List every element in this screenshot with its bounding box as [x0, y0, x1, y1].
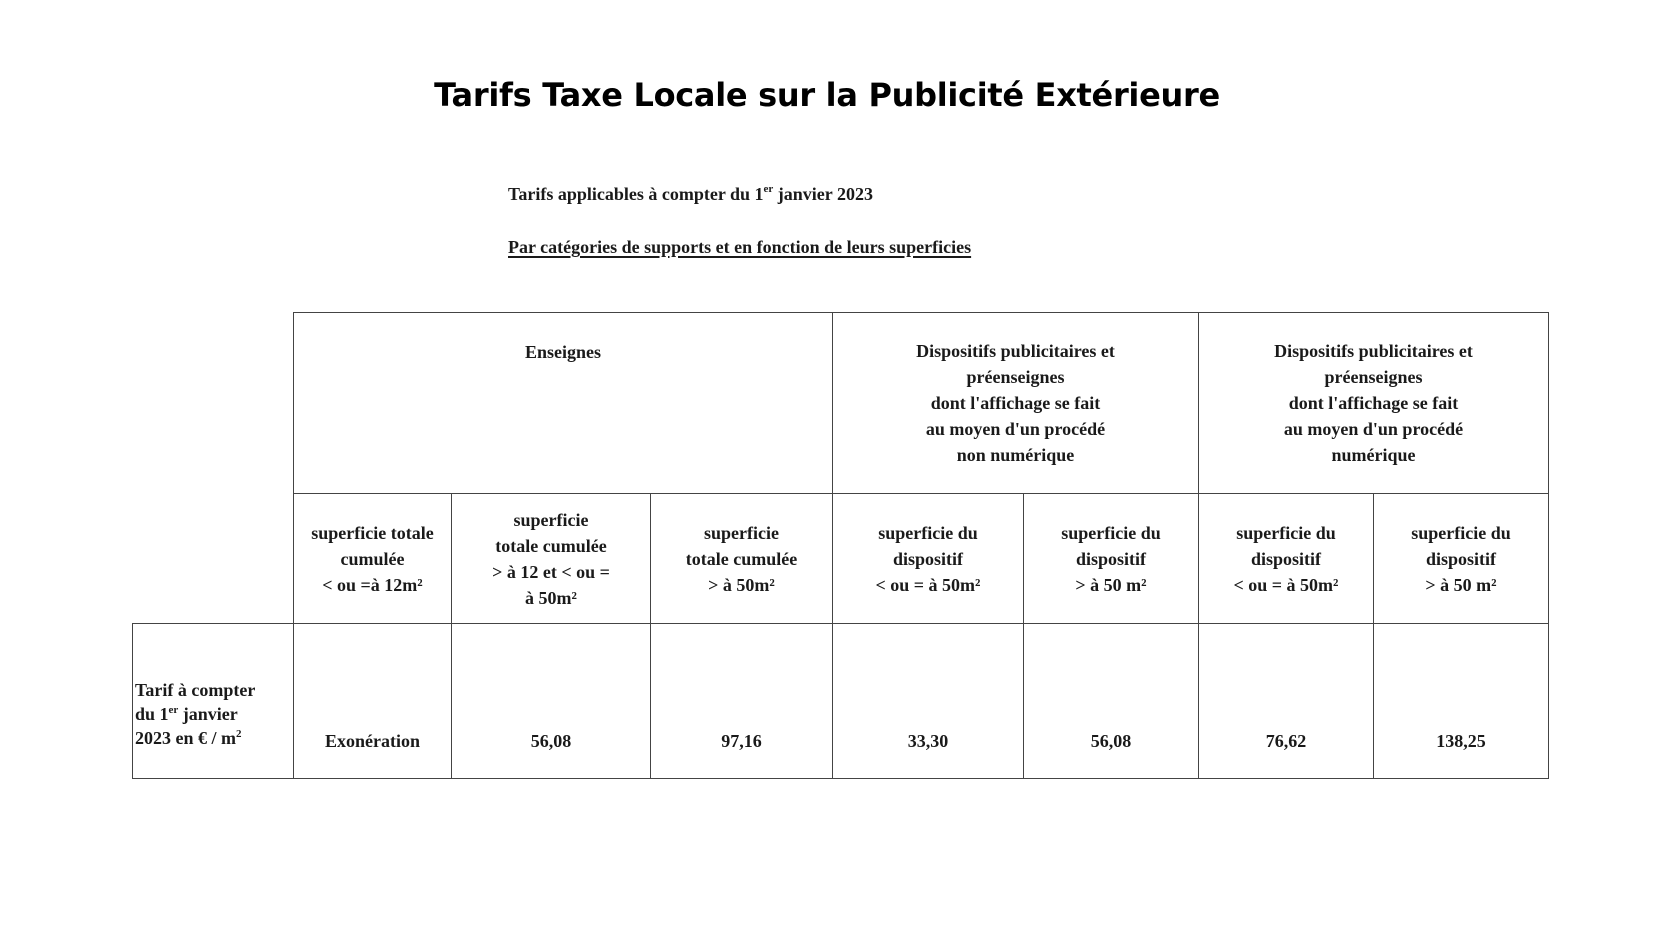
subheader-cell: superficie totale cumulée > à 50m² [651, 494, 833, 624]
effective-date-subtitle [508, 184, 873, 205]
subheader-cell: superficie totale cumulée < ou =à 12m² [294, 494, 452, 624]
tariff-value: 33,30 [833, 624, 1024, 779]
tariff-value: 76,62 [1199, 624, 1374, 779]
row-label [133, 624, 294, 779]
row-label-unit-superscript: 2 [236, 728, 242, 740]
tariff-value: Exonération [294, 624, 452, 779]
row-label-line2-suffix: janvier [178, 704, 238, 724]
page-title: Tarifs Taxe Locale sur la Publicité Extérieure [434, 76, 1220, 114]
subheader-cell: superficie du dispositif > à 50 m² [1024, 494, 1199, 624]
tariff-value: 97,16 [651, 624, 833, 779]
category-numerique: Dispositifs publicitaires et préenseignes dont l'affichage se fait au moyen d'un procédé numérique [1199, 313, 1549, 494]
subtitle-suffix: janvier 2023 [773, 184, 873, 204]
subheader-row [133, 494, 1549, 624]
subtitle-superscript: er [763, 183, 774, 195]
row-label-line3-prefix: 2023 en € / m [135, 728, 236, 748]
empty-label-cell [133, 494, 294, 624]
row-label-superscript: er [168, 704, 179, 716]
tariff-table [132, 312, 1549, 779]
subheader-cell: superficie totale cumulée > à 12 et < ou = à 50m² [452, 494, 651, 624]
subheader-cell: superficie du dispositif < ou = à 50m² [833, 494, 1024, 624]
tariff-value: 138,25 [1374, 624, 1549, 779]
tariff-value: 56,08 [452, 624, 651, 779]
category-header-row [133, 313, 1549, 494]
row-label-line1: Tarif à compter [135, 680, 256, 700]
subtitle-prefix: Tarifs applicables à compter du 1 [508, 184, 764, 204]
empty-corner-cell [133, 313, 294, 494]
category-enseignes: Enseignes [294, 313, 833, 494]
subheader-cell: superficie du dispositif < ou = à 50m² [1199, 494, 1374, 624]
tariff-value: 56,08 [1024, 624, 1199, 779]
section-heading: Par catégories de supports et en fonction de leurs superficies [508, 237, 972, 257]
tariff-row [133, 624, 1549, 779]
row-label-line2-prefix: du 1 [135, 704, 169, 724]
category-non-numerique: Dispositifs publicitaires et préenseignes dont l'affichage se fait au moyen d'un procédé non numérique [833, 313, 1199, 494]
subheader-cell: superficie du dispositif > à 50 m² [1374, 494, 1549, 624]
